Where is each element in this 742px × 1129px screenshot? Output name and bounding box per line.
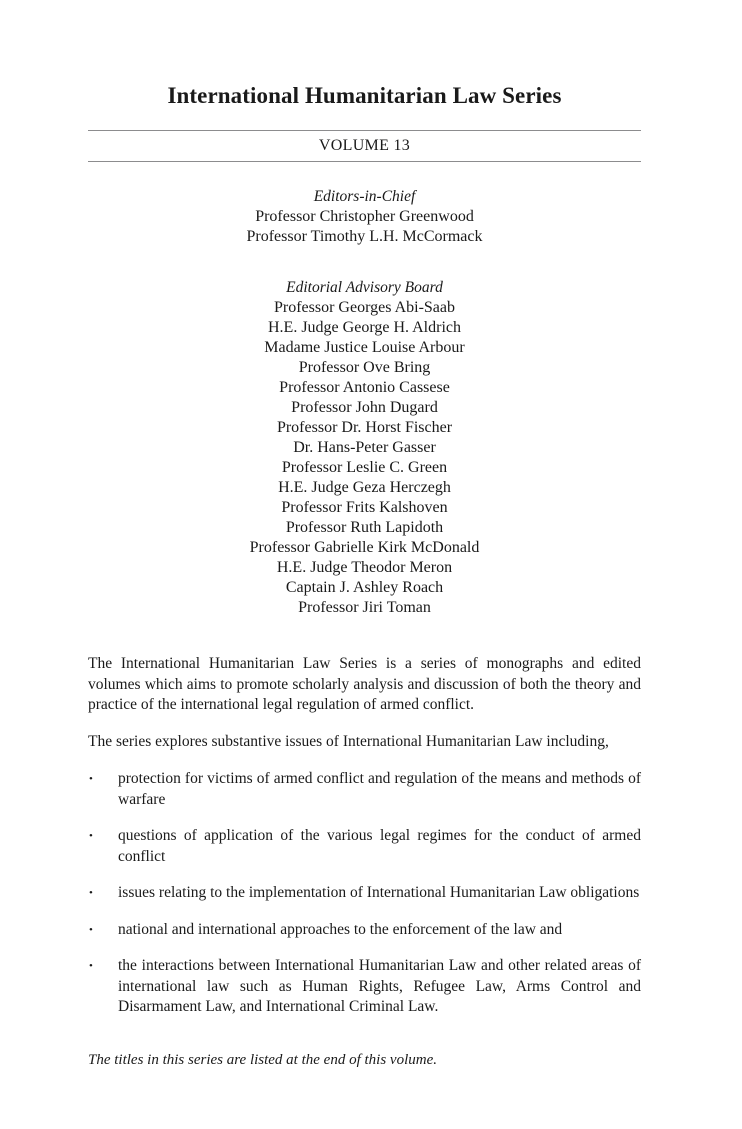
list-item-text: protection for victims of armed conflict and regulation of the means and methods of warfare [118, 770, 641, 808]
editorial-advisory-board-heading: Editorial Advisory Board [286, 279, 443, 297]
bullet-icon: • [89, 830, 93, 843]
board-member-name: Professor Leslie C. Green [281, 459, 448, 477]
closing-note: The titles in this series are listed at the end of this volume. [88, 1051, 437, 1068]
board-member-name: H.E. Judge Geza Herczegh [278, 479, 451, 497]
list-item [88, 920, 641, 941]
board-member-name: Professor John Dugard [291, 399, 438, 417]
page-title: International Humanitarian Law Series [167, 83, 562, 108]
series-description-paragraph: The International Humanitarian Law Series is a series of monographs and edited volumes which aims to promote scholarly analysis and discussion of both the theory and practice of the international legal regulation of armed conflict. [88, 655, 641, 714]
bullet-icon: • [89, 773, 93, 786]
series-scope-paragraph: The series explores substantive issues of International Humanitarian Law including, [88, 732, 609, 750]
list-item-text: the interactions between International Humanitarian Law and other related areas of international law such as Human Rights, Refugee Law, Arms Control and Disarmament Law, and International Criminal Law. [118, 957, 641, 1016]
board-member-name: Professor Jiri Toman [298, 599, 431, 617]
list-item [88, 956, 641, 1018]
bullet-icon: • [89, 923, 93, 936]
list-item [88, 769, 641, 810]
page-content [88, 0, 641, 1070]
divider-below-volume [88, 161, 641, 162]
board-member-name: Professor Ruth Lapidoth [285, 519, 444, 537]
editor-name: Professor Christopher Greenwood [255, 208, 474, 226]
list-item [88, 883, 641, 904]
board-member-name: Professor Ove Bring [298, 359, 431, 377]
list-item-text: questions of application of the various legal regimes for the conduct of armed conflict [118, 827, 641, 865]
series-topics-list [88, 769, 641, 1018]
editors-in-chief-block [88, 187, 641, 247]
editorial-advisory-board-block [88, 278, 641, 618]
volume-label: VOLUME 13 [318, 137, 411, 155]
bullet-icon: • [89, 960, 93, 973]
board-member-name: Captain J. Ashley Roach [285, 579, 444, 597]
board-member-name: Professor Dr. Horst Fischer [276, 419, 453, 437]
editors-in-chief-heading: Editors-in-Chief [313, 188, 416, 206]
board-member-name: Madame Justice Louise Arbour [264, 339, 465, 357]
board-member-name: Dr. Hans-Peter Gasser [293, 439, 436, 457]
list-item [88, 826, 641, 867]
bullet-icon: • [89, 887, 93, 900]
list-item-text: national and international approaches to the enforcement of the law and [118, 920, 563, 938]
editor-name: Professor Timothy L.H. McCormack [246, 228, 483, 246]
board-member-name: Professor Georges Abi-Saab [273, 299, 455, 317]
board-member-name: Professor Frits Kalshoven [281, 499, 448, 517]
board-member-name: Professor Antonio Cassese [279, 379, 450, 397]
board-member-name: Professor Gabrielle Kirk McDonald [249, 539, 480, 557]
list-item-text: issues relating to the implementation of International Humanitarian Law obligations [118, 884, 640, 902]
board-member-name: H.E. Judge George H. Aldrich [268, 319, 461, 337]
board-member-name: H.E. Judge Theodor Meron [276, 559, 453, 577]
